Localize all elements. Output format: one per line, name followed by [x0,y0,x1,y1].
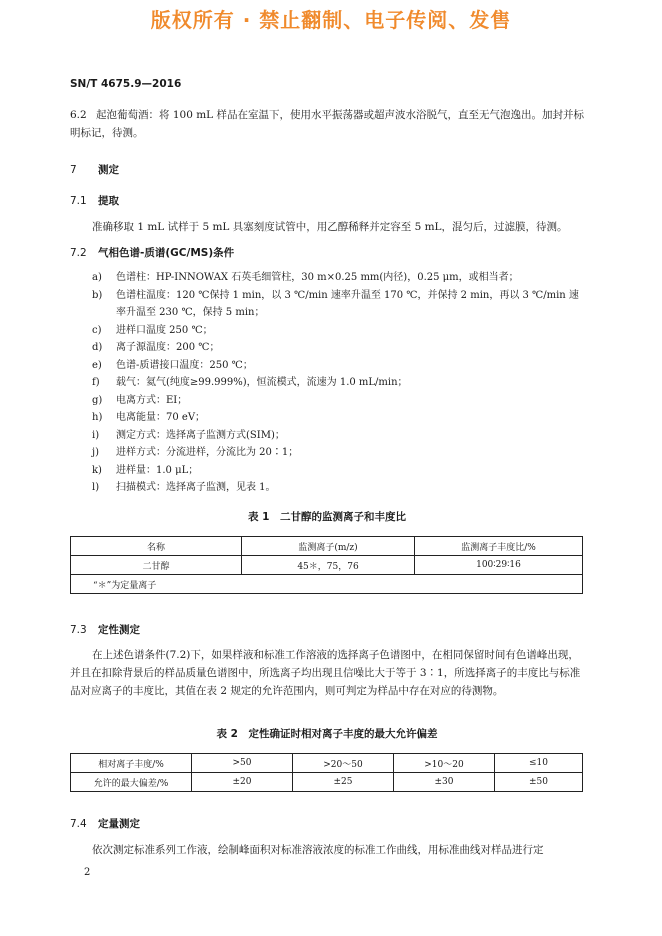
list-item [92,339,584,357]
table-2-caption: 表 2 定性确证时相对离子丰度的最大允许偏差 [216,728,438,740]
table-cell: 二甘醇 [71,556,242,575]
section-7-3-heading [70,622,140,637]
table-cell: >50 [192,754,293,773]
list-item-text: 进样方式：分流进样，分流比为 20∶1； [116,447,299,458]
section-7-4-text: 依次测定标准系列工作液，绘制峰面积对标准溶液浓度的标准工作曲线，用标准曲线对样品进行定 [92,844,544,856]
list-item-text: 电离能量：70 eV； [116,412,206,423]
page-number: 2 [84,867,91,878]
list-item [92,374,584,392]
list-item-text: 载气：氦气(纯度≥99.999%)，恒流模式，流速为 1.0 mL/min； [116,377,408,388]
table-cell: ±30 [394,773,495,792]
section-6-2-text: 起泡葡萄酒：将 100 mL 样品在室温下，使用水平振荡器或超声波水浴脱气，直至无气泡逸出。加封并标明标记，待测。 [70,109,584,139]
table-header-cell: 监测离子丰度比/% [415,537,583,556]
section-7-2-heading [70,245,234,260]
list-marker: a) [92,272,102,283]
table-1-caption: 表 1 二甘醇的监测离子和丰度比 [248,511,406,523]
gcms-conditions-list [92,269,584,497]
list-item-text: 离子源温度：200 ℃； [116,342,220,353]
section-6-2 [70,106,584,142]
table-note: “＊”为定量离子 [71,575,583,594]
section-number: 7.4 [70,818,87,830]
list-item [92,409,584,427]
section-number: 7.1 [70,195,87,207]
table-header-row [71,537,583,556]
table-note-row [71,575,583,594]
section-title: 定性测定 [98,624,140,636]
list-marker: e) [92,359,102,371]
list-marker: j) [92,447,100,458]
section-title: 测定 [98,164,119,176]
table-row [71,773,583,792]
table-cell: 允许的最大偏差/% [71,773,192,792]
list-item-text: 进样口温度 250 ℃； [116,324,213,336]
list-marker: c) [92,324,102,336]
list-item [92,287,584,322]
list-item-text: 色谱柱温度：120 ℃保持 1 min，以 3 ℃/min 速率升温至 170 ℃，并保持 2 min，再以 3 ℃/min 速率升温至 230 ℃，保持 5 min； [116,289,579,318]
list-marker: h) [92,412,103,423]
table-cell: ±25 [293,773,394,792]
section-number: 7 [70,164,77,176]
list-item-text: 扫描模式：选择离子监测，见表 1。 [116,482,276,493]
section-7-3-text: 在上述色谱条件(7.2)下，如果样液和标准工作溶液的选择离子色谱图中，在相同保留时间有色谱峰出现，并且在扣除背景后的样品质量色谱图中，所选离子均出现且信噪比大于等于 3∶1，所选择离子的丰度比与标准品对应离子的丰度比，其值在表 2 规定的允许范围内，则可判定为样品中存在对应的待测物。 [70,649,581,697]
table-cell: ±20 [192,773,293,792]
copyright-watermark: 版权所有 · 禁止翻制、电子传阅、发售 [150,8,512,32]
list-item [92,357,584,375]
list-item-text: 色谱柱：HP-INNOWAX 石英毛细管柱，30 m×0.25 mm(内径)，0.25 μm，或相当者； [116,272,519,283]
section-7-heading [70,162,119,177]
list-marker: b) [92,289,103,301]
list-item [92,322,584,340]
section-7-1-text: 准确移取 1 mL 试样于 5 mL 具塞刻度试管中，用乙醇稀释并定容至 5 mL，混匀后，过滤膜，待测。 [92,221,568,233]
list-item [92,462,584,480]
list-marker: f) [92,377,100,388]
section-title: 气相色谱-质谱(GC/MS)条件 [98,247,235,259]
list-item-text: 电离方式：EI； [116,394,188,406]
table-2 [70,753,583,792]
list-marker: d) [92,342,103,353]
list-item [92,392,584,410]
table-cell: ±50 [495,773,583,792]
table-cell: 100∶29∶16 [415,556,583,575]
section-7-4-heading [70,816,140,831]
table-cell: 相对离子丰度/% [71,754,192,773]
table-cell: ≤10 [495,754,583,773]
list-marker: l) [92,482,100,493]
table-header-cell: 监测离子(m/z) [242,537,415,556]
list-item-text: 色谱-质谱接口温度：250 ℃； [116,359,253,371]
list-item [92,269,584,287]
list-item [92,479,584,497]
table-1 [70,536,583,594]
list-item-text: 测定方式：选择离子监测方式(SIM)； [116,429,285,441]
table-cell: >10～20 [394,754,495,773]
list-marker: g) [92,394,103,406]
list-marker: k) [92,464,102,476]
list-item [92,427,584,445]
list-item-text: 进样量：1.0 μL； [116,464,199,476]
section-number: 7.3 [70,624,87,636]
standard-code: SN/T 4675.9—2016 [70,78,182,90]
table-header-cell: 名称 [71,537,242,556]
table-row [71,556,583,575]
table-cell: 45＊，75，76 [242,556,415,575]
section-title: 提取 [98,195,119,207]
list-item [92,444,584,462]
table-row [71,754,583,773]
section-title: 定量测定 [98,818,140,830]
list-marker: i) [92,429,100,441]
section-number: 6.2 [70,109,87,121]
section-number: 7.2 [70,247,87,259]
table-cell: >20～50 [293,754,394,773]
section-7-1-heading [70,193,119,208]
